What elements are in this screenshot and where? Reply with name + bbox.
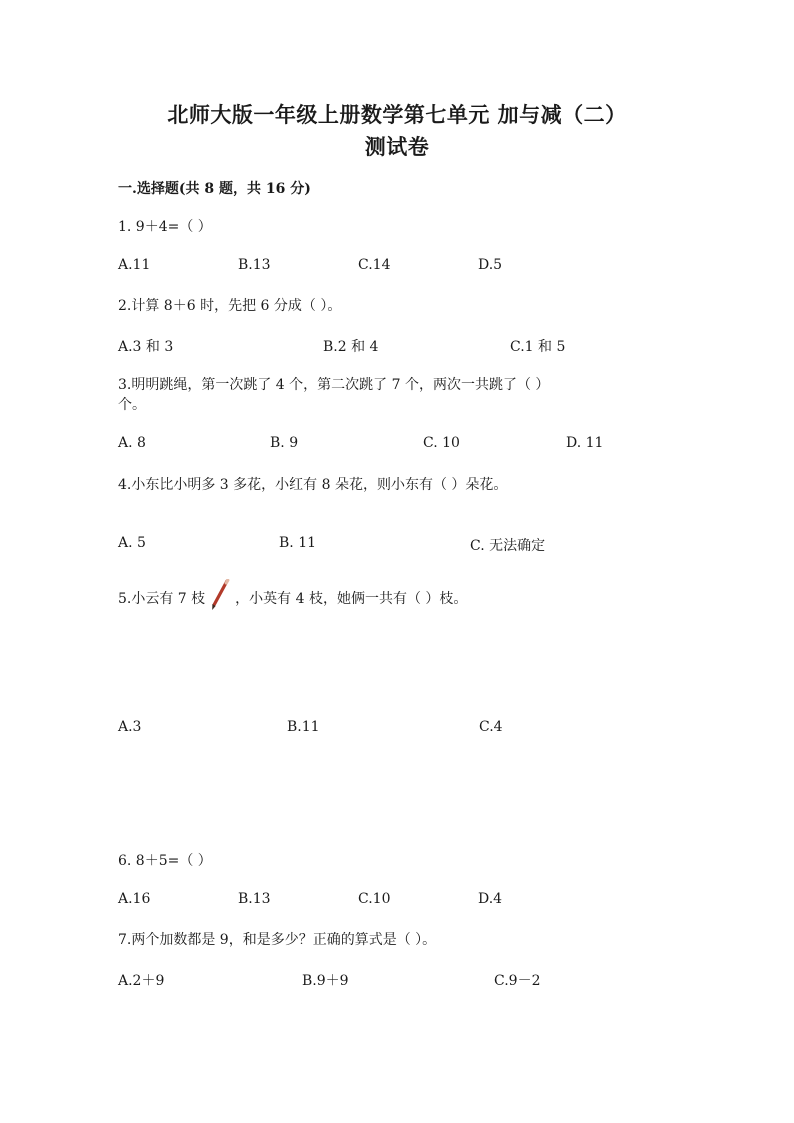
option-a[interactable]: A. 8 <box>118 435 146 451</box>
option-b[interactable]: B.11 <box>287 719 320 735</box>
question-3-options <box>0 435 794 455</box>
question-5-stem <box>118 583 467 615</box>
option-a[interactable]: A.3 <box>118 719 142 735</box>
option-a[interactable]: A.3 和 3 <box>118 339 174 355</box>
question-4-stem: 4.小东比小明多 3 多花，小红有 8 朵花，则小东有（ ）朵花。 <box>118 477 508 493</box>
question-2-stem: 2.计算 8＋6 时，先把 6 分成（ ）。 <box>118 298 342 314</box>
option-d[interactable]: D.4 <box>478 891 503 907</box>
doc-title-line2: 测试卷 <box>364 134 430 159</box>
option-a[interactable]: A. 5 <box>118 535 146 551</box>
option-c[interactable]: C.1 和 5 <box>510 339 566 355</box>
question-2-options <box>0 336 794 356</box>
question-3-stem-line2: 个。 <box>118 397 146 413</box>
option-b[interactable]: B.2 和 4 <box>323 339 379 355</box>
option-b[interactable]: B. 9 <box>270 435 299 451</box>
pencil-icon <box>209 579 231 611</box>
question-6-options <box>0 891 794 911</box>
option-c[interactable]: C.4 <box>479 719 503 735</box>
question-3-stem-line1: 3.明明跳绳，第一次跳了 4 个，第二次跳了 7 个，两次一共跳了（ ） <box>118 377 550 393</box>
question-6-stem: 6. 8＋5=（ ） <box>118 853 212 869</box>
question-1-options <box>0 257 794 277</box>
option-b[interactable]: B.13 <box>238 891 271 907</box>
question-5-stem-before: 5.小云有 7 枝 <box>118 591 206 607</box>
option-c[interactable]: C. 10 <box>423 435 460 451</box>
option-b[interactable]: B.9＋9 <box>302 973 349 989</box>
question-7-options <box>0 970 794 990</box>
question-5-options <box>0 719 794 739</box>
section-heading: 一.选择题(共 8 题，共 16 分) <box>118 181 311 197</box>
question-4-options <box>0 535 794 555</box>
option-a[interactable]: A.11 <box>118 257 151 273</box>
question-7-stem: 7.两个加数都是 9，和是多少？正确的算式是（ ）。 <box>118 932 437 948</box>
option-d[interactable]: D. 11 <box>566 435 604 451</box>
option-b[interactable]: B. 11 <box>279 535 317 551</box>
option-d[interactable]: D.5 <box>478 257 503 273</box>
doc-title-line1: 北师大版一年级上册数学第七单元 加与减（二） <box>167 102 627 127</box>
option-c[interactable]: C.9－2 <box>494 973 541 989</box>
option-c[interactable]: C. 无法确定 <box>470 538 546 554</box>
question-1-stem: 1. 9＋4=（ ） <box>118 219 212 235</box>
option-a[interactable]: A.2＋9 <box>118 973 165 989</box>
question-5-stem-after: ，小英有 4 枝，她俩一共有（ ）枝。 <box>235 591 468 607</box>
option-c[interactable]: C.14 <box>358 257 391 273</box>
option-c[interactable]: C.10 <box>358 891 391 907</box>
option-a[interactable]: A.16 <box>118 891 151 907</box>
option-b[interactable]: B.13 <box>238 257 271 273</box>
